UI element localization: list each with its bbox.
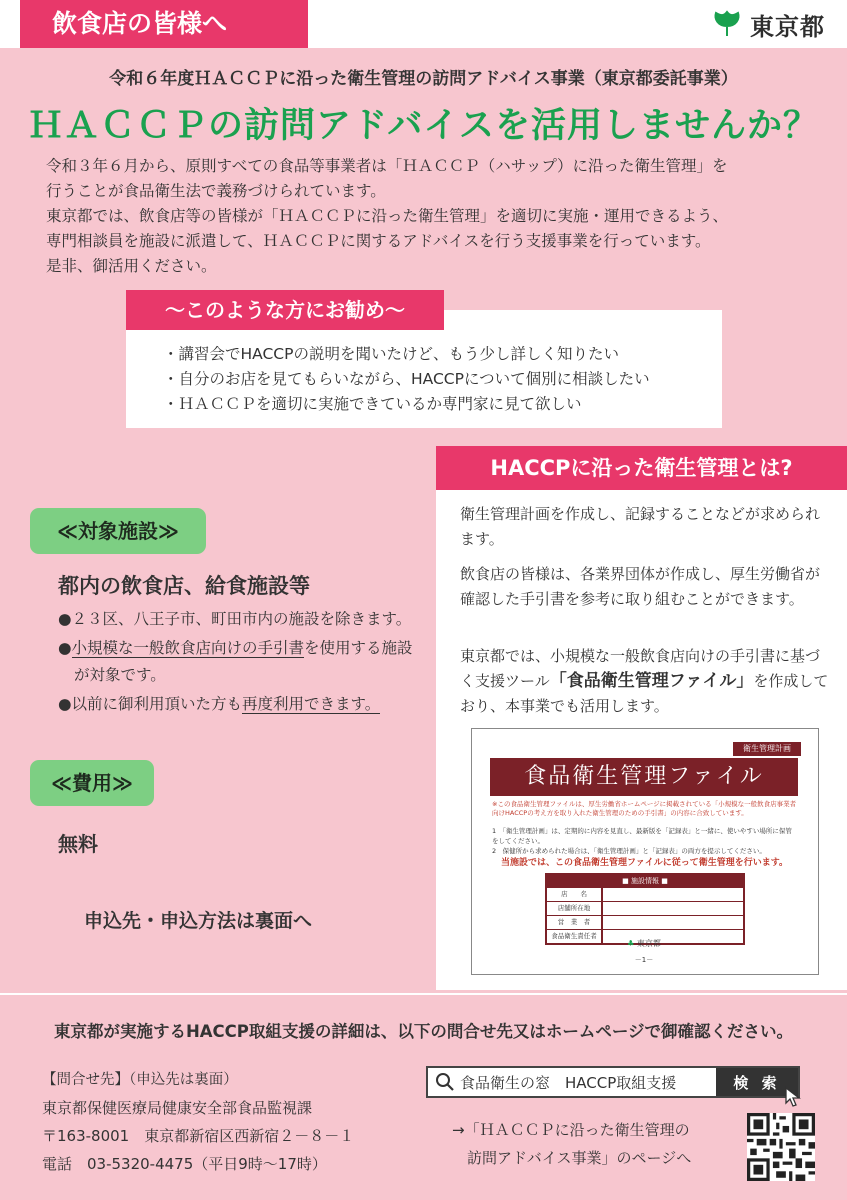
divider: [0, 993, 847, 995]
contact-address: 〒163-8001 東京都新宿区西新宿２－８－１: [42, 1127, 355, 1145]
ginkgo-leaf-icon: [712, 9, 742, 39]
intro-line: 行うことが食品衛生法で義務づけられています。: [46, 182, 386, 200]
file-item: 2 保健所から求められた場合は、「衛生管理計画」と「記録表」の両方を提示してください。: [492, 847, 766, 855]
search-box[interactable]: [426, 1066, 800, 1098]
file-note: ※この食品衛生管理ファイルは、厚生労働省ホームページに掲載されている「小規模な一般飲食店事業者向けHACCPの考え方を取り入れた衛生管理のための手引書」の内容に合致しています。: [492, 800, 797, 817]
homepage-link[interactable]: [452, 1116, 691, 1172]
search-button[interactable]: [716, 1068, 798, 1096]
target-heading: 都内の飲食店、給食施設等: [58, 574, 310, 598]
table-row: [547, 901, 743, 915]
recommend-list: [163, 342, 650, 417]
intro-line: 東京都では、飲食店等の皆様が「ＨＡＣＣＰに沿った衛生管理」を適切に実施・運用できるよう、: [46, 207, 729, 225]
recommend-heading: ～このような方にお勧め～: [126, 290, 444, 330]
mouse-cursor-icon: [784, 1086, 802, 1108]
facility-info-table: [545, 873, 745, 945]
table-cell: [603, 916, 743, 929]
file-items: [492, 826, 797, 856]
file-page-number: －1－: [634, 956, 654, 964]
qr-code-icon[interactable]: [747, 1113, 815, 1181]
search-icon: [434, 1071, 456, 1093]
haccp-p3-text: 東京都では、小規模な一般飲食店向けの手引書に基づく支援ツール: [460, 647, 821, 690]
file-title: 食品衛生管理ファイル: [490, 758, 798, 796]
file-item: 1 「衛生管理計画」は、定期的に内容を見直し、最新版を「記録表」と一緒に、使いやすい場所に保管をしてください。: [492, 827, 792, 845]
list-item-text: ●以前に御利用頂いた方も: [58, 695, 243, 713]
table-head: ■ 施設情報 ■: [622, 877, 668, 885]
bullet: ●: [58, 639, 72, 657]
table-cell: 店舗所在地: [547, 902, 603, 915]
haccp-paragraph-3: [460, 644, 830, 719]
search-query[interactable]: 食品衛生の窓 HACCP取組支援: [460, 1073, 677, 1092]
haccp-paragraph-2: 飲食店の皆様は、各業界団体が作成し、厚生労働省が確認した手引書を参考に取り組むことができます。: [460, 565, 821, 608]
table-cell: 店 名: [547, 888, 603, 901]
target-tag: ≪対象施設≫: [30, 508, 206, 554]
ginkgo-leaf-icon: ♣: [627, 939, 635, 948]
intro-paragraph: [46, 154, 806, 279]
list-item: ・講習会でHACCPの説明を聞いたけど、もう少し詳しく知りたい: [163, 345, 619, 363]
table-cell: [603, 902, 743, 915]
contact-label: 【問合せ先】（申込先は裏面）: [42, 1072, 238, 1088]
contact-dept: 東京都保健医療局健康安全部食品監視課: [42, 1099, 313, 1117]
link-line: →「ＨＡＣＣＰに沿った衛生管理の: [452, 1121, 690, 1139]
list-item-text: を使用する施設が対象です。: [74, 639, 413, 684]
audience-tag: 飲食店の皆様へ: [20, 0, 308, 48]
file-name-emphasis: 「食品衛生管理ファイル」: [549, 671, 754, 691]
underlined-text: 小規模な一般飲食店向けの手引書: [71, 639, 305, 657]
intro-line: 是非、御活用ください。: [46, 257, 217, 275]
table-cell: [603, 888, 743, 901]
underlined-text: 再度利用できます。: [242, 695, 381, 713]
list-item: ・自分のお店を見てもらいながら、HACCPについて個別に相談したい: [163, 370, 650, 388]
target-list: [58, 606, 418, 720]
apply-note: 申込先・申込方法は裏面へ: [84, 910, 313, 932]
table-cell: 営 業 者: [547, 916, 603, 929]
cost-tag: ≪費用≫: [30, 760, 154, 806]
file-notice: 当施設では、この食品衛生管理ファイルに従って衛生管理を行います。: [500, 858, 789, 868]
table-cell: 食品衛生責任者: [547, 930, 603, 943]
file-logo: [471, 938, 817, 949]
logo-text: 東京都: [750, 12, 825, 41]
contact-block: [42, 1066, 354, 1178]
search-button-label: 検 索: [733, 1073, 781, 1092]
file-tag: 衛生管理計画: [733, 742, 801, 756]
bottom-heading: 東京都が実施するHACCP取組支援の詳細は、以下の問合せ先又はホームページで御確認ください。: [53, 1022, 794, 1041]
intro-line: 専門相談員を施設に派遣して、ＨＡＣＣＰに関するアドバイスを行う支援事業を行っています。: [46, 232, 711, 250]
page-title: ＨＡＣＣＰの訪問アドバイスを活用しませんか？: [28, 106, 819, 146]
haccp-paragraph-1: 衛生管理計画を作成し、記録することなどが求められます。: [460, 505, 821, 548]
list-item: ●２３区、八王子市、町田市内の施設を除きます。: [58, 610, 412, 628]
file-logo-text: 東京都: [636, 939, 661, 948]
list-item: ・ＨＡＣＣＰを適切に実施できているか専門家に見て欲しい: [163, 395, 582, 413]
tokyo-logo: [712, 6, 825, 42]
subtitle: 令和６年度ＨＡＣＣＰに沿った衛生管理の訪問アドバイス事業（東京都委託事業）: [109, 69, 738, 89]
list-item: [58, 691, 418, 718]
intro-line: 令和３年６月から、原則すべての食品等事業者は「ＨＡＣＣＰ（ハサップ）に沿った衛生管理」を: [46, 157, 728, 175]
table-row: [547, 915, 743, 929]
link-line: 訪問アドバイス事業」のページへ: [452, 1149, 692, 1167]
contact-phone: 電話 03-5320-4475（平日9時～17時）: [42, 1155, 327, 1173]
cost-value: 無料: [58, 832, 98, 856]
haccp-heading: HACCPに沿った衛生管理とは?: [436, 446, 847, 490]
table-row: [547, 887, 743, 901]
haccp-p3-text: を作成しており、本事業でも活用します。: [460, 672, 829, 715]
list-item: [58, 635, 418, 689]
